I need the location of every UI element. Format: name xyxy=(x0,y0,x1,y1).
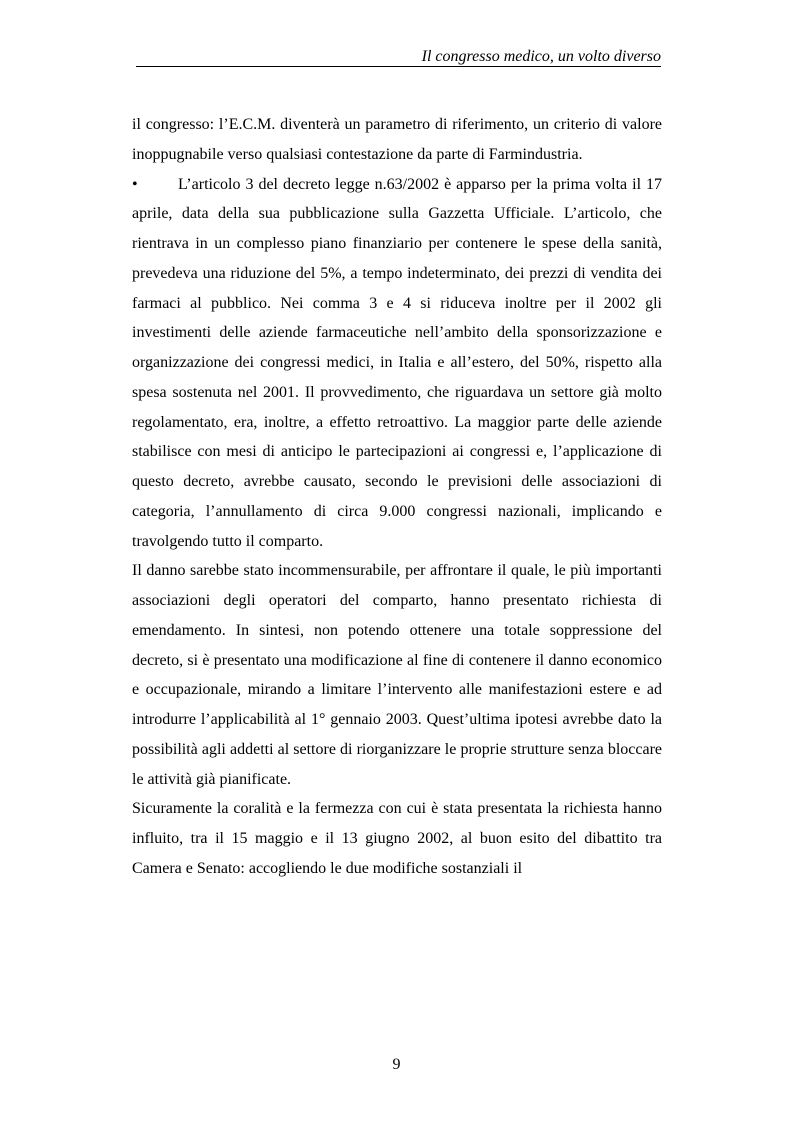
running-header: Il congresso medico, un volto diverso xyxy=(421,48,661,65)
header-rule xyxy=(136,66,661,67)
paragraph xyxy=(132,556,662,794)
paragraph-text: Il danno sarebbe stato incommensurabile, per affrontare il quale, le più importanti associazioni degli operatori del comparto, hanno presentato richiesta di emendamento. In sintesi, non potendo ottenere una totale soppressione del decreto, si è presentato una modificazione al fine di contenere il danno economico e occupazionale, mirando a limitare l’intervento alle manifestazioni estere e ad introdurre l’applicabilità al 1° gennaio 2003. Quest’ultima ipotesi avrebbe dato la possibilità agli addetti al settore di riorganizzare le proprie strutture senza bloccare le attività già pianificate. xyxy=(132,562,662,788)
paragraph-text: il congresso: l’E.C.M. diventerà un parametro di riferimento, un criterio di valore inoppugnabile verso qualsiasi contestazione da parte di Farmindustria. xyxy=(132,116,662,163)
bullet-paragraph xyxy=(132,170,662,557)
paragraph-text: Sicuramente la coralità e la fermezza con cui è stata presentata la richiesta hanno influito, tra il 15 maggio e il 13 giugno 2002, al buon esito del dibattito tra Camera e Senato: accogliendo le due modifiche sostanziali il xyxy=(132,800,662,877)
paragraph-text: L’articolo 3 del decreto legge n.63/2002 è apparso per la prima volta il 17 aprile, data della sua pubblicazione sulla Gazzetta Ufficiale. L’articolo, che rientrava in un complesso piano finanziario per contenere le spese della sanità, prevedeva una riduzione del 5%, a tempo indeterminato, dei prezzi di vendita dei farmaci al pubblico. Nei comma 3 e 4 si riduceva inoltre per il 2002 gli investimenti delle aziende farmaceutiche nell’ambito della sponsorizzazione e organizzazione dei congressi medici, in Italia e all’estero, del 50%, rispetto alla spesa sostenuta nel 2001. Il provvedimento, che riguardava un settore già molto regolamentato, era, inoltre, a effetto retroattivo. La maggior parte delle aziende stabilisce con mesi di anticipo le partecipazioni ai congressi e, l’applicazione di questo decreto, avrebbe causato, secondo le previsioni delle associazioni di categoria, l’annullamento di circa 9.000 congressi nazionali, implicando e travolgendo tutto il comparto. xyxy=(132,175,662,550)
paragraph xyxy=(132,794,662,883)
page-number: 9 xyxy=(392,1056,401,1073)
paragraph-continuation xyxy=(132,110,662,170)
body-text xyxy=(132,110,662,884)
bullet-icon: • xyxy=(132,175,138,193)
